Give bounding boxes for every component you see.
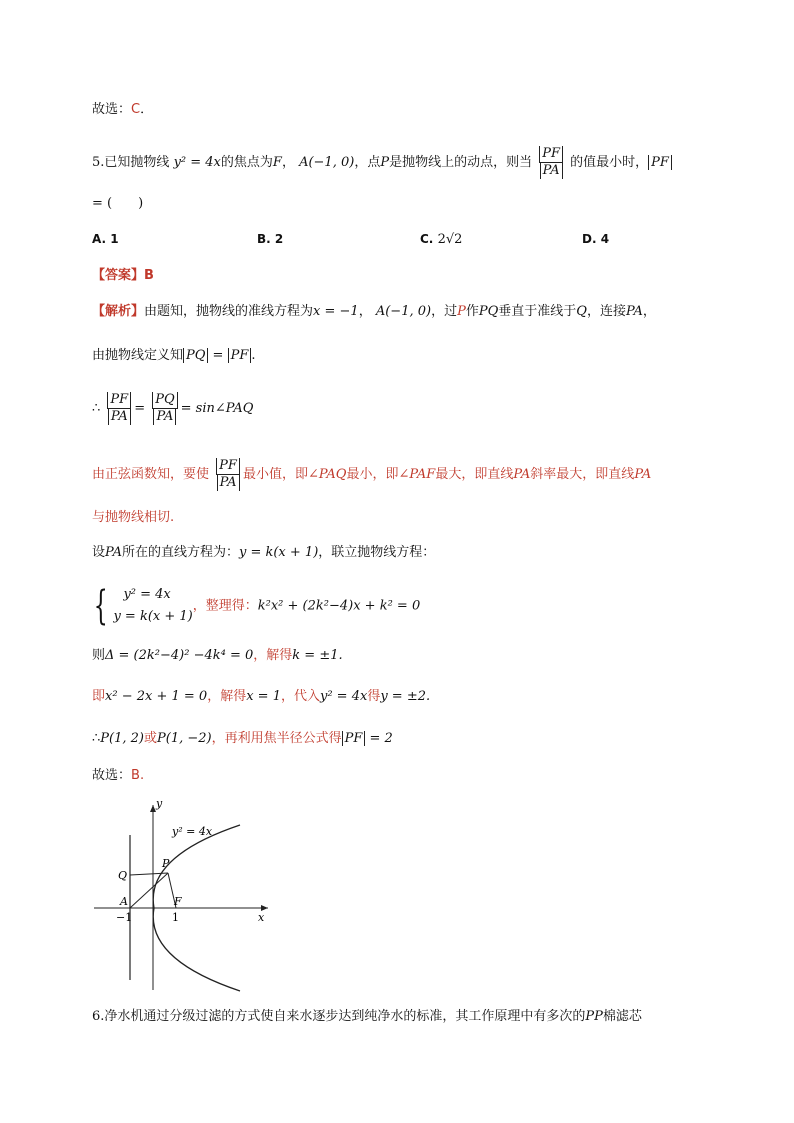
question-text: 净水机通过分级过滤的方式使自来水逐步达到纯净水的标准，其工作原理中有多次的 [104,1009,586,1024]
tick-one: 1 [172,911,179,924]
pp-term: PP [585,1009,603,1024]
analysis-line-9 [92,687,430,707]
point-a: A(−1, 0) [299,155,355,170]
y-solution: y = ±2. [380,689,431,704]
denominator: PA [217,475,240,491]
answer-label: 【答案】 [92,268,145,283]
analysis-text: 得 [367,689,381,704]
line-equation: y = k(x + 1) [238,545,319,560]
numerator: PF [216,458,240,475]
period: ． [140,102,154,117]
point-p-label: P [162,857,170,870]
question-text: 的焦点为 [220,155,273,170]
tick-minus-one: −1 [116,911,133,924]
focus-label: F [272,155,282,170]
analysis-text: ，解得 [207,689,247,704]
ratio-fraction [539,146,563,179]
analysis-text: ，代入 [280,689,320,704]
k-solution: k = ±1. [292,648,343,663]
directrix-equation: x = −1 [313,304,359,319]
analysis-text: 与抛物线相切. [92,510,175,525]
point-p-2: P(1, −2) [157,731,212,746]
analysis-text: ， [358,304,372,319]
choose-label: 故选： [92,768,132,783]
analysis-text: ，联立抛物线方程： [318,545,436,560]
therefore-symbol: ∴ [92,401,101,416]
curve-label: y² = 4x [172,825,213,838]
answer-value: B [144,268,154,283]
sine-expression: sin∠PAQ [195,401,254,416]
analysis-text: 作 [465,304,479,319]
analysis-line-11 [92,766,144,786]
fraction-pq-pa [152,392,177,425]
point-f-label: F [174,895,182,908]
analysis-line-5 [92,508,174,528]
angle-paq: ∠PAQ [307,467,347,482]
answer-line [92,266,154,286]
x-equation: x² − 2x + 1 = 0 [105,689,208,704]
option-d [582,232,609,246]
pf-value: = 2 [369,731,393,746]
segment-qp [130,873,168,875]
analysis-text: 或 [143,731,157,746]
question-5-line-1: 5.已知抛物线 y² = 4x的焦点为F， A(−1, 0)，点P是抛物线上的动点，则当 $\frac{PF}{PA}$ 的值最小时， PF [92,146,672,179]
question-blank: = ( ) [92,196,144,211]
final-answer: B [131,768,140,783]
option-a [92,232,119,246]
analysis-line-4 [92,458,651,491]
system-equation-1: y² = 4x [123,587,171,602]
option-c [420,232,462,247]
analysis-text: ， [642,304,656,319]
analysis-text: ，整理得： [192,598,258,614]
analysis-text: 设 [92,545,106,560]
option-label: A. 1 [92,232,119,246]
line-pa: PA [513,467,531,482]
previous-answer-line [92,100,153,120]
numerator: PF [539,146,563,163]
question-text: 是抛物线上的动点，则当 [389,155,533,170]
option-value: 2√2 [437,232,463,247]
numerator: PQ [152,392,177,409]
question-text: ，点 [354,155,381,170]
point-a-label: A [120,895,128,908]
parabola-equation: y² = 4x [319,689,368,704]
analysis-text: 最大，即直线 [435,467,514,482]
analysis-text: 最小，即 [346,467,399,482]
x-axis-label: x [258,911,265,924]
point-p: P [457,304,466,319]
point-p: P [380,155,390,170]
therefore-symbol: ∴ [92,731,101,746]
analysis-text: 由抛物线定义知 [92,348,184,363]
point-p-1: P(1, 2) [100,731,144,746]
analysis-line-10 [92,729,393,749]
analysis-line-6 [92,543,435,563]
option-label: C. [420,232,434,246]
analysis-text: ，解得 [253,648,293,663]
system-brace: { [93,583,108,629]
analysis-line-1 [92,302,656,322]
previous-answer: C [131,102,141,117]
denominator: PA [108,409,131,425]
option-label: D. 4 [582,232,610,246]
question-6-line [92,1007,642,1027]
system-equation-2: y = k(x + 1) [113,609,193,624]
parabola-equation: y² = 4x [173,155,221,170]
question-5-line-2 [92,194,143,214]
quadratic-equation: k²x² + (2k²−4)x + k² = 0 [257,598,421,614]
point-q: Q [576,304,587,319]
option-b [257,232,283,246]
analysis-line-2: 由抛物线定义知 PQ = PF . [92,348,256,363]
analysis-line-3: ∴ $\frac{PF}{PA}$ = $\frac{PQ}{PA}$ = sin∠PAQ [92,392,254,424]
abs-pf: PF [342,731,366,746]
y-axis-label: y [156,797,163,810]
parabola-figure [90,795,280,995]
denominator: PA [540,163,563,179]
fraction-pf-pa [107,392,131,425]
discriminant-equation: Δ = (2k²−4)² −4k⁴ = 0 [105,648,254,663]
analysis-text: 垂直于准线于 [498,304,577,319]
analysis-text: 则 [92,648,106,663]
analysis-text: 斜率最大，即直线 [530,467,635,482]
analysis-text: 由题知，抛物线的准线方程为 [144,304,314,319]
abs-pf: PF [228,348,252,363]
line-pa: PA [634,467,652,482]
question-text: 的值最小时， [570,155,649,170]
denominator: PA [153,409,176,425]
analysis-text: ，连接 [586,304,626,319]
segment-ap [130,873,168,908]
analysis-text: 所在的直线方程为： [121,545,239,560]
analysis-label: 【解析】 [92,304,145,319]
question-text: 棉滤芯 [602,1009,642,1024]
analysis-line-7 [88,584,420,629]
analysis-line-8 [92,646,343,666]
question-number: 5. [92,155,105,170]
fraction-pf-pa [216,458,240,491]
abs-pq: PQ [183,348,208,363]
segment-pa: PA [625,304,643,319]
equation-system [113,584,192,628]
angle-paf: ∠PAF [398,467,436,482]
choose-label: 故选： [92,102,132,117]
question-text: 已知抛物线 [104,155,170,170]
x-solution: x = 1 [246,689,281,704]
analysis-text: 最小值，即 [242,467,308,482]
option-label: B. 2 [257,232,284,246]
analysis-text: ，过 [431,304,458,319]
abs-pf: PF [648,155,672,170]
numerator: PF [107,392,131,409]
period: . [139,768,145,783]
segment-pq: PQ [478,304,499,319]
question-number: 6. [92,1009,105,1024]
analysis-text: 由正弦函数知，要使 [92,467,210,482]
point-q-label: Q [118,869,128,882]
line-pa: PA [105,545,122,560]
point-a: A(−1, 0) [375,304,432,319]
analysis-text: ，再利用焦半径公式得 [211,731,342,746]
analysis-text: 即 [92,689,106,704]
